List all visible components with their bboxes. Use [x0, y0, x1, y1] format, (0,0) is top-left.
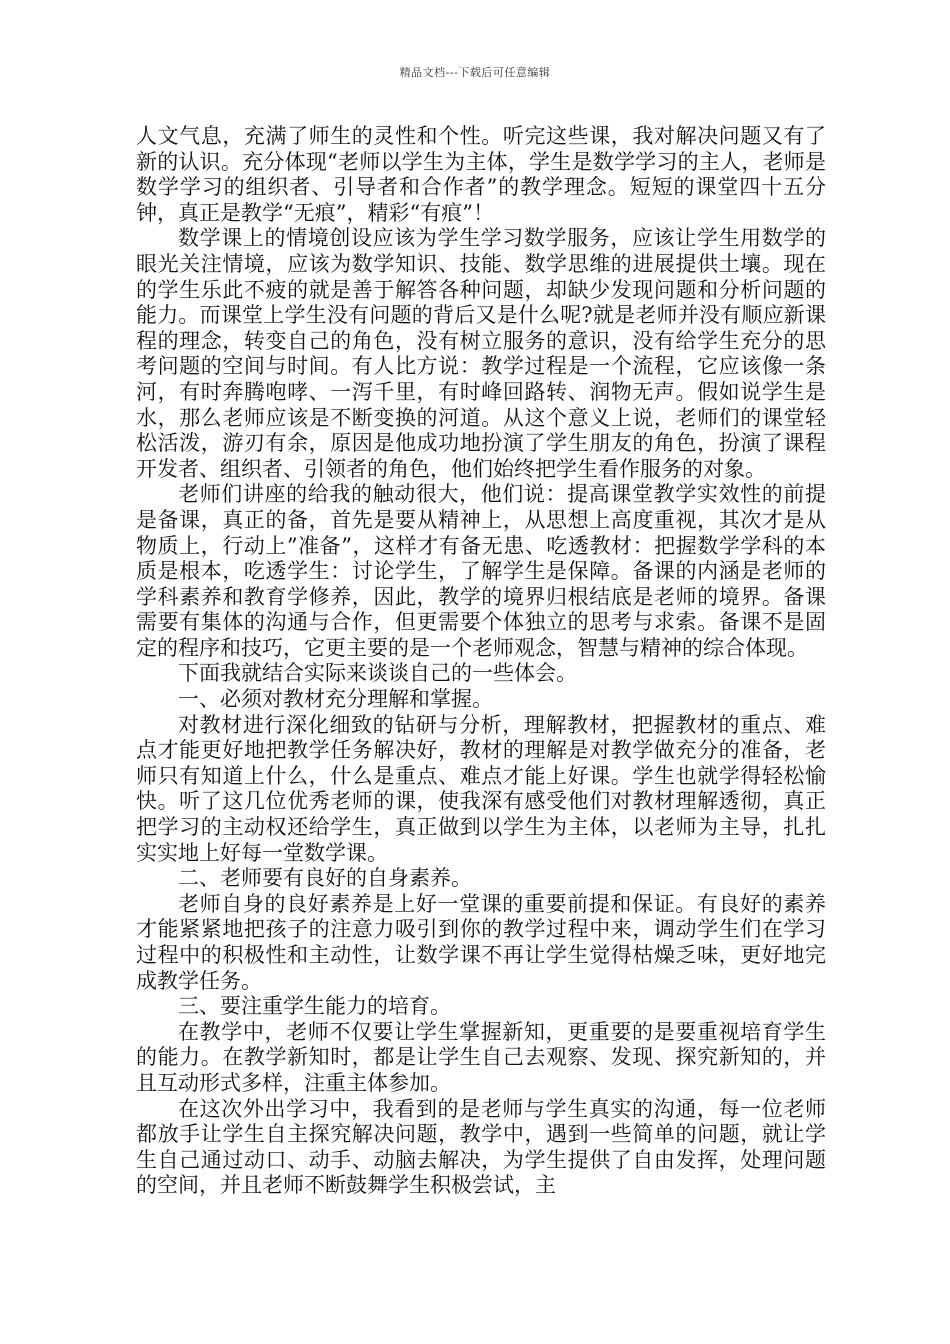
section-heading-2: 二、老师要有良好的自身素养。	[178, 866, 472, 891]
paragraph-6: 老师自身的良好素养是上好一堂课的重要前提和保证。有良好的素养才能紧紧地把孩子的注意力吸引到你的教学过程中来，调动学生们在学习过程中的积极性和主动性，让数学课不再让学生觉得枯燥乏味，更好地完成教学任务。	[136, 891, 826, 993]
paragraph-8: 在这次外出学习中，我看到的是老师与学生真实的沟通，每一位老师都放手让学生自主探究解决问题，教学中，遇到一些简单的问题，就让学生自己通过动口、动手、动脑去解决，为学生提供了自由发挥，处理问题的空间，并且老师不断鼓舞学生积极尝试，主	[136, 1096, 826, 1198]
page-header: 精品文档---下载后可任意编辑	[399, 66, 551, 79]
paragraph-7: 在教学中，老师不仅要让学生掌握新知，更重要的是要重视培育学生的能力。在教学新知时，都是让学生自己去观察、发现、探究新知的，并且互动形式多样，注重主体参加。	[136, 1019, 826, 1095]
section-heading-3: 三、要注重学生能力的培育。	[178, 994, 451, 1019]
document-body	[136, 124, 826, 1199]
paragraph-4: 下面我就结合实际来谈谈自己的一些体会。	[178, 661, 577, 686]
paragraph-5: 对教材进行深化细致的钻研与分析，理解教材，把握教材的重点、难点才能更好地把教学任务解决好，教材的理解是对教学做充分的准备，老师只有知道上什么，什么是重点、难点才能上好课。学生也就学得轻松愉快。听了这几位优秀老师的课，使我深有感受他们对教材理解透彻，真正把学习的主动权还给学生，真正做到以学生为主体，以老师为主导，扎扎实实地上好每一堂数学课。	[136, 712, 826, 865]
paragraph-2: 数学课上的情境创设应该为学生学习数学服务，应该让学生用数学的眼光关注情境，应该为数学知识、技能、数学思维的进展提供土壤。现在的学生乐此不疲的就是善于解答各种问题，却缺少发现问题和分析问题的能力。而课堂上学生没有问题的背后又是什么呢?就是老师并没有顺应新课程的理念，转变自己的角色，没有树立服务的意识，没有给学生充分的思考问题的空间与时间。有人比方说：教学过程是一个流程，它应该像一条河，有时奔腾咆哮、一泻千里，有时峰回路转、润物无声。假如说学生是水，那么老师应该是不断变换的河道。从这个意义上说，老师们的课堂轻松活泼，游刃有余，原因是他成功地扮演了学生朋友的角色，扮演了课程开发者、组织者、引领者的角色，他们始终把学生看作服务的对象。	[136, 226, 826, 481]
section-heading-1: 一、必须对教材充分理解和掌握。	[178, 687, 493, 712]
paragraph-3: 老师们讲座的给我的触动很大，他们说：提高课堂教学实效性的前提是备课，真正的备，首先是要从精神上，从思想上高度重视，其次才是从物质上，行动上”准备”，这样才有备无患、吃透教材：把握数学学科的本质是根本，吃透学生：讨论学生，了解学生是保障。备课的内涵是老师的学科素养和教育学修养，因此，教学的境界归根结底是老师的境界。备课需要有集体的沟通与合作，但更需要个体独立的思考与求索。备课不是固定的程序和技巧，它更主要的是一个老师观念，智慧与精神的综合体现。	[136, 482, 826, 660]
paragraph-1: 人文气息，充满了师生的灵性和个性。听完这些课，我对解决问题又有了新的认识。充分体现“老师以学生为主体，学生是数学学习的主人，老师是数学学习的组织者、引导者和合作者”的教学理念。短短的课堂四十五分钟，真正是教学“无痕”，精彩“有痕”！	[136, 124, 826, 225]
